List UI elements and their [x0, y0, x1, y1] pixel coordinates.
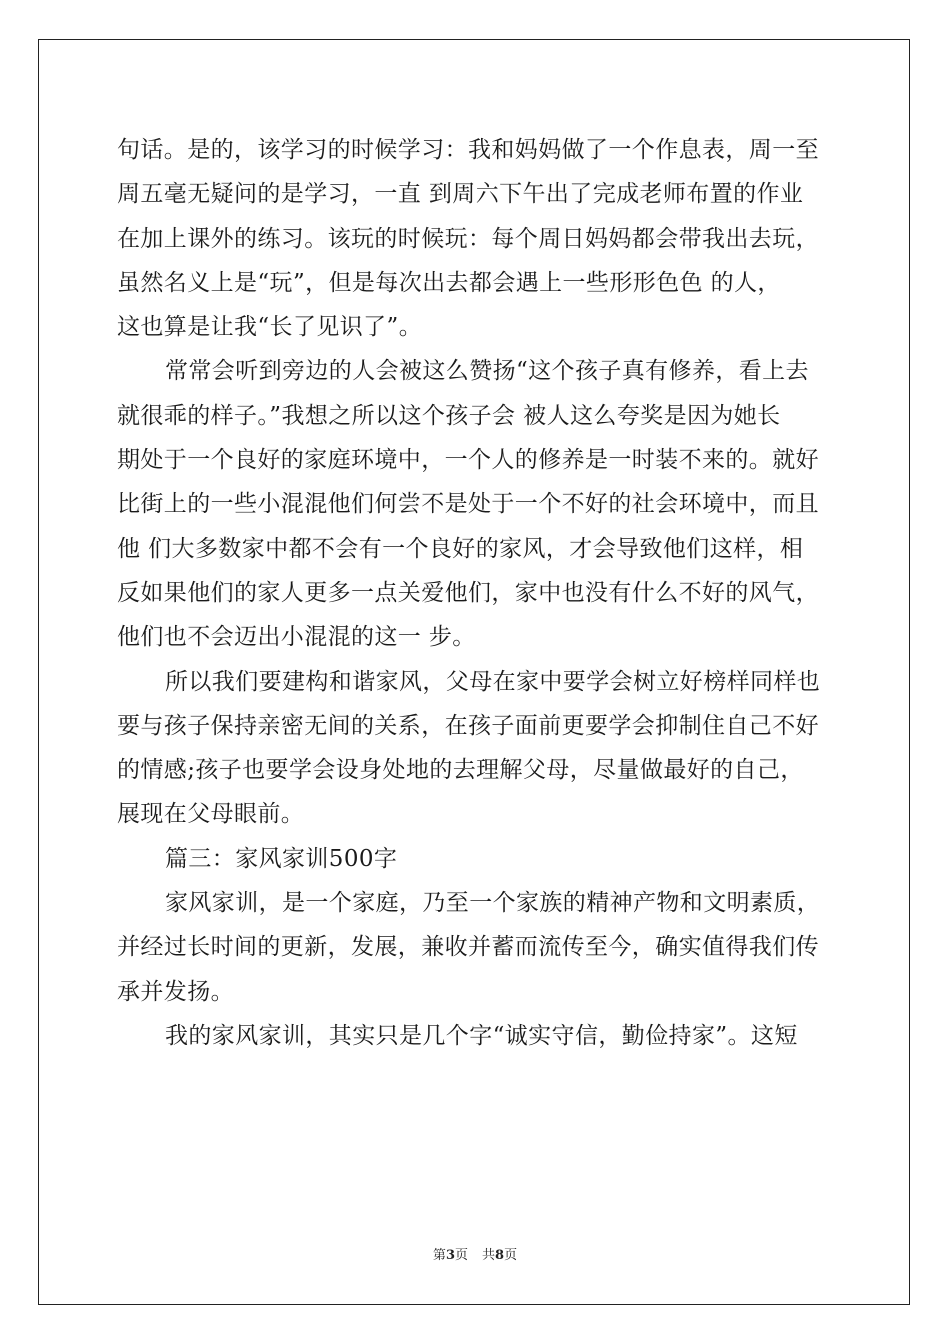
text-line: 常常会听到旁边的人会被这么赞扬“这个孩子真有修养，看上去 — [165, 358, 809, 385]
text-line: 虽然名义上是“玩”，但是每次出去都会遇上一些形形色色 的人， — [117, 269, 781, 296]
text-line: 他 们大多数家中都不会有一个良好的家风，才会导致他们这样，相 — [117, 535, 804, 562]
text-line: 他们也不会迈出小混混的这一 步。 — [117, 624, 476, 651]
text-line: 我的家风家训，其实只是几个字“诚实守信，勤俭持家”。这短 — [165, 1022, 798, 1049]
text-line: 句话。是的，该学习的时候学习：我和妈妈做了一个作息表，周一至 — [117, 137, 819, 163]
text-line: 要与孩子保持亲密无间的关系，在孩子面前更要学会抑制住自己不好 — [117, 712, 819, 739]
text-line: 所以我们要建构和谐家风，父母在家中要学会树立好榜样同样也 — [165, 668, 821, 695]
footer-total-pages: 8 — [495, 1248, 505, 1263]
text-line: 期处于一个良好的家庭环境中，一个人的修养是一时装不来的。就好 — [117, 447, 819, 474]
text-line: 并经过长时间的更新，发展，兼收并蓄而流传至今，确实值得我们传 — [117, 934, 819, 961]
text-line: 篇三：家风家训500字 — [165, 845, 398, 872]
footer-total-prefix: 共 — [482, 1248, 496, 1263]
footer-page-number: 3 — [445, 1248, 455, 1263]
footer-page-suffix: 页 — [454, 1248, 468, 1263]
document-body — [117, 128, 837, 1058]
text-line: 就很乖的样子。”我想之所以这个孩子会 被人这么夸奖是因为她长 — [117, 402, 781, 429]
text-line: 这也算是让我“长了见识了”。 — [117, 314, 423, 341]
text-line: 展现在父母眼前。 — [117, 801, 305, 828]
text-line: 比街上的一些小混混他们何尝不是处于一个不好的社会环境中，而且 — [117, 491, 819, 518]
text-line: 承并发扬。 — [117, 978, 234, 1005]
text-line: 家风家训，是一个家庭，乃至一个家族的精神产物和文明素质， — [165, 890, 821, 917]
text-line: 反如果他们的家人更多一点关爱他们，家中也没有什么不好的风气， — [117, 579, 819, 606]
page-footer — [0, 1247, 950, 1265]
text-line: 周五毫无疑问的是学习，一直 到周六下午出了完成老师布置的作业 — [117, 181, 804, 208]
text-line: 在加上课外的练习。该玩的时候玩：每个周日妈妈都会带我出去玩， — [117, 225, 819, 252]
text-line: 的情感;孩子也要学会设身处地的去理解父母，尽量做最好的自己， — [117, 757, 804, 784]
footer-total-suffix: 页 — [504, 1248, 518, 1263]
footer-page-prefix: 第 — [432, 1248, 446, 1263]
